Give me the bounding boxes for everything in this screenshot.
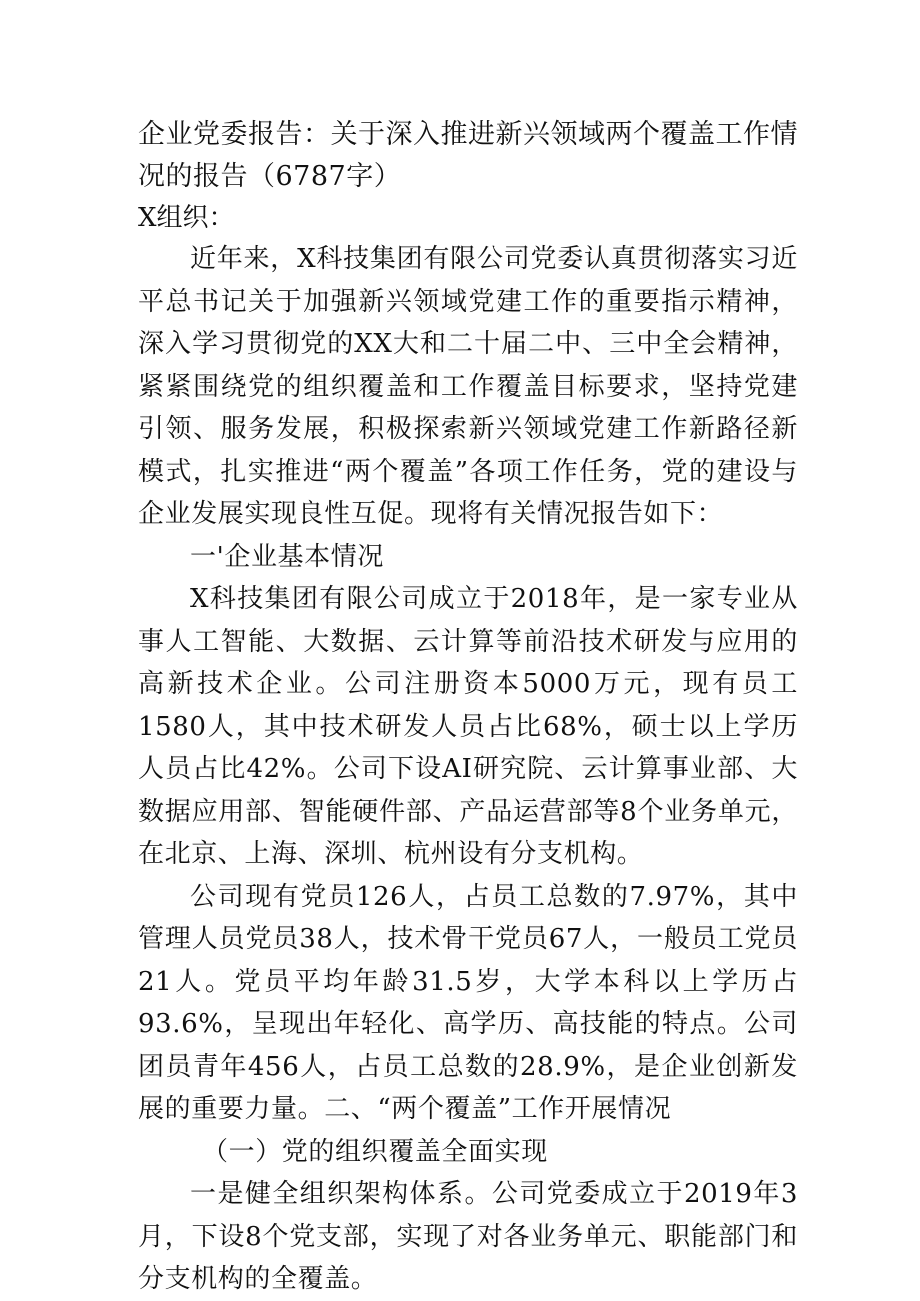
document-body	[138, 238, 798, 1301]
subsection-heading-1: （一）党的组织覆盖全面实现	[202, 1136, 548, 1167]
document-title: 企业党委报告：关于深入推进新兴领域两个覆盖工作情况的报告（6787字）	[138, 119, 798, 192]
salutation: X组织：	[138, 203, 235, 233]
section-heading-1: 一'企业基本情况	[190, 541, 384, 572]
subsection1-paragraph-1: 一是健全组织架构体系。公司党委成立于2019年3月，下设8个党支部，实现了对各业务单元、职能部门和分支机构的全覆盖。	[138, 1179, 798, 1294]
intro-paragraph: 近年来，X科技集团有限公司党委认真贯彻落实习近平总书记关于加强新兴领域党建工作的重要指示精神，深入学习贯彻党的XX大和二十届二中、三中全会精神，紧紧围绕党的组织覆盖和工作覆盖目标要求，坚持党建引领、服务发展，积极探索新兴领域党建工作新路径新模式，扎实推进“两个覆盖”各项工作任务，党的建设与企业发展实现良性互促。现将有关情况报告如下：	[138, 244, 798, 529]
section1-paragraph-1: X科技集团有限公司成立于2018年，是一家专业从事人工智能、大数据、云计算等前沿技术研发与应用的高新技术企业。公司注册资本5000万元，现有员工1580人，其中技术研发人员占比68%，硕士以上学历人员占比42%。公司下设AI研究院、云计算事业部、大数据应用部、智能硬件部、产品运营部等8个业务单元，在北京、上海、深圳、杭州设有分支机构。	[138, 584, 798, 869]
section1-paragraph-2: 公司现有党员126人，占员工总数的7.97%，其中管理人员党员38人，技术骨干党员67人，一般员工党员21人。党员平均年龄31.5岁，大学本科以上学历占93.6%，呈现出年轻化、高学历、高技能的特点。公司团员青年456人，占员工总数的28.9%，是企业创新发展的重要力量。二、“两个覆盖”工作开展情况	[138, 881, 798, 1124]
